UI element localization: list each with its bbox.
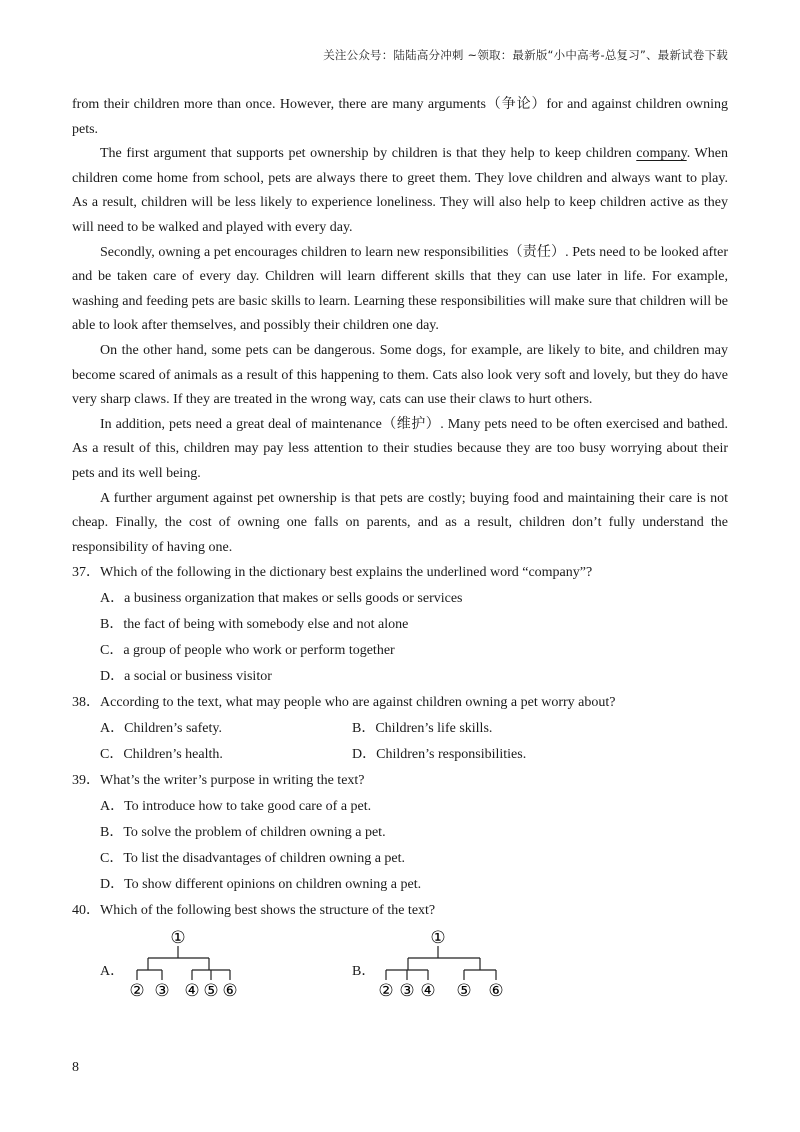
diagram-a-node-3: ③	[154, 981, 170, 1002]
diagram-b-node-6: ⑥	[488, 981, 504, 1002]
question-38-option-b: B．Children’s life skills.	[352, 721, 493, 737]
page-header: 关注公众号：陆陆高分冲刺 ~领取：最新版“小中高考-总复习”、最新试卷下载	[323, 48, 728, 62]
question-38-option-a: A．Children’s safety.	[100, 721, 222, 737]
diagram-b-node-4: ④	[420, 981, 436, 1002]
diagram-a-node-5: ⑤	[203, 981, 219, 1002]
passage-paragraph: Secondly, owning a pet encourages children to learn new responsibilities（责任）. Pets need to be looked after and be taken care of every day. Children will learn different skills that they can use later in life. For example, washing and feeding pets are basic skills to learn. Learning these responsibilities will make sure that children will be able to look after themselves, and possibly their children one day.	[72, 244, 728, 334]
passage-paragraph: In addition, pets need a great deal of maintenance（维护）. Many pets need to be often exercised and bathed. As a result of this, children may pay less attention to their studies because they are too busy worrying about their pets and its well being.	[72, 416, 728, 481]
diagram-a-node-2: ②	[129, 981, 145, 1002]
passage-paragraph: from their children more than once. However, there are many arguments（争论）for and against children owning pets.	[72, 97, 728, 137]
diagram-b-node-5: ⑤	[456, 981, 472, 1002]
diagram-a-node-4: ④	[184, 981, 200, 1002]
diagram-b-label: B．	[352, 964, 376, 980]
diagram-a-label: A．	[100, 964, 125, 980]
question-38-options-row	[100, 716, 728, 742]
structure-diagrams	[72, 924, 728, 1019]
question-39-option-c: C．To list the disadvantages of children owning a pet.	[100, 851, 406, 867]
diagram-b-node-3: ③	[399, 981, 415, 1002]
question-38-option-d: D．Children’s responsibilities.	[352, 747, 527, 763]
passage-text: The first argument that supports pet ownership by children is that they help to keep children	[100, 146, 637, 162]
question-37-option-a: A．a business organization that makes or sells goods or services	[100, 591, 463, 607]
question-39-option-d: D．To show different opinions on children owning a pet.	[100, 877, 422, 893]
question-38-options-row	[100, 742, 728, 768]
diagram-b-node-2: ②	[378, 981, 394, 1002]
diagram-b	[372, 924, 512, 1014]
question-37-stem: 37．Which of the following in the dictionary best explains the underlined word “company”?	[72, 565, 593, 581]
passage-text: . When children come home from school, pets are always there to greet them. They love children and always want to play. As a result, children will be less likely to experience loneliness. They will also help to keep children active as they will need to be walked and played with every day.	[72, 146, 728, 235]
question-40-stem: 40．Which of the following best shows the structure of the text?	[72, 903, 436, 919]
question-39-stem: 39．What’s the writer’s purpose in writing the text?	[72, 773, 365, 789]
question-39-option-a: A．To introduce how to take good care of a pet.	[100, 799, 372, 815]
question-38-stem: 38．According to the text, what may people who are against children owning a pet worry about?	[72, 695, 616, 711]
question-39-option-b: B．To solve the problem of children owning a pet.	[100, 825, 386, 841]
passage-paragraph: On the other hand, some pets can be dangerous. Some dogs, for example, are likely to bite, and children may become scared of animals as a result of this happening to them. Cats also look very soft and lovely, but they do have very sharp claws. If they are treated in the wrong way, cats can use their claws to hurt others.	[72, 342, 728, 408]
diagram-a	[122, 924, 242, 1014]
question-37-option-b: B．the fact of being with somebody else and not alone	[100, 617, 409, 633]
question-38-option-c: C．Children’s health.	[100, 747, 223, 763]
passage-paragraph	[72, 142, 728, 240]
question-37-option-d: D．a social or business visitor	[100, 669, 272, 685]
diagram-a-node-1: ①	[170, 928, 186, 949]
page-number: 8	[72, 1060, 79, 1075]
underlined-word: company	[636, 146, 687, 162]
passage-paragraph: A further argument against pet ownership is that pets are costly; buying food and maintaining their care is not cheap. Finally, the cost of owning one falls on parents, and as a result, children don’t fully understand the responsibility of having one.	[72, 490, 728, 555]
diagram-a-node-6: ⑥	[222, 981, 238, 1002]
diagram-b-node-1: ①	[430, 928, 446, 949]
question-37-option-c: C．a group of people who work or perform together	[100, 643, 395, 659]
document-body	[72, 93, 728, 1019]
